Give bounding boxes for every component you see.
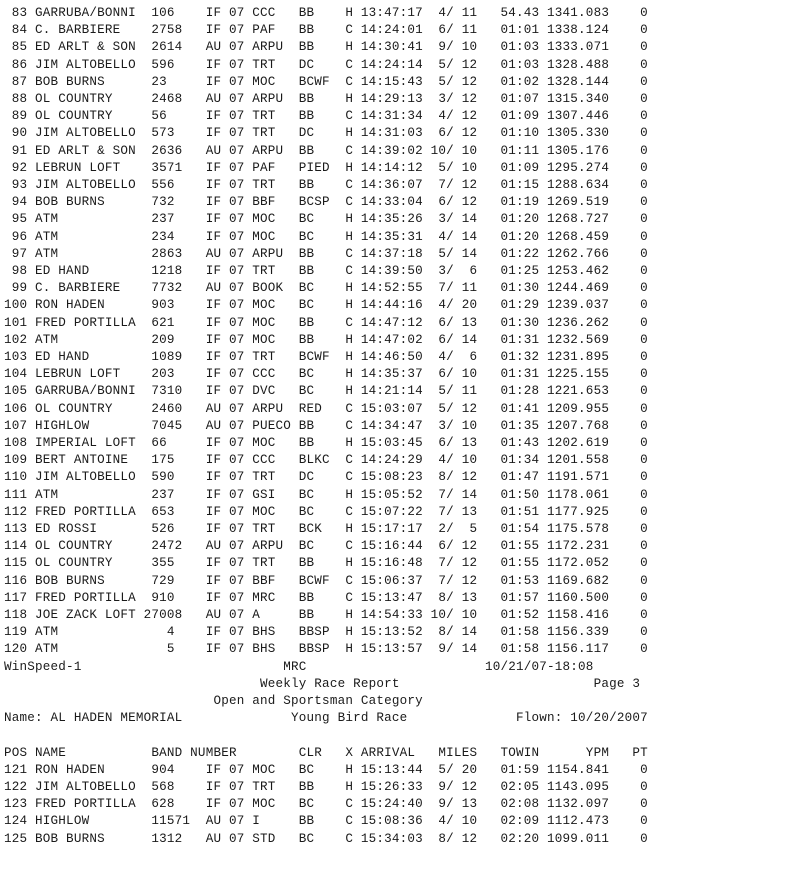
report-row: 121 RON HADEN 904 IF 07 MOC BC H 15:13:44 5/ 20 01:59 1154.841 0 <box>4 762 648 777</box>
report-row: 86 JIM ALTOBELLO 596 IF 07 TRT DC C 14:24:14 5/ 12 01:03 1328.488 0 <box>4 57 648 72</box>
column-headers: POS NAME BAND NUMBER CLR X ARRIVAL MILES TOWIN YPM PT <box>4 745 648 760</box>
report-footer-line: WinSpeed-1 MRC 10/21/07-18:08 <box>4 659 594 674</box>
report-row: 110 JIM ALTOBELLO 590 IF 07 TRT DC C 15:08:23 8/ 12 01:47 1191.571 0 <box>4 470 648 485</box>
report-row: 88 OL COUNTRY 2468 AU 07 ARPU BB H 14:29:13 3/ 12 01:07 1315.340 0 <box>4 92 648 106</box>
report-row: 114 OL COUNTRY 2472 AU 07 ARPU BC C 15:16:44 6/ 12 01:55 1172.231 0 <box>4 539 648 554</box>
report-row: 98 ED HAND 1218 IF 07 TRT BB C 14:39:50 3/ 6 01:25 1253.462 0 <box>4 264 648 278</box>
report-row: 115 OL COUNTRY 355 IF 07 TRT BB H 15:16:48 7/ 12 01:55 1172.052 0 <box>4 556 648 571</box>
report-row: 101 FRED PORTILLA 621 IF 07 MOC BB C 14:47:12 6/ 13 01:30 1236.262 0 <box>4 315 648 330</box>
report-row: 92 LEBRUN LOFT 3571 IF 07 PAF PIED H 14:14:12 5/ 10 01:09 1295.274 0 <box>4 160 648 175</box>
report-name-line: Name: AL HADEN MEMORIAL Young Bird Race Flown: 10/20/2007 <box>4 711 648 726</box>
report-row: 94 BOB BURNS 732 IF 07 BBF BCSP C 14:33:04 6/ 12 01:19 1269.519 0 <box>4 195 648 210</box>
report-row: 116 BOB BURNS 729 IF 07 BBF BCWF C 15:06:37 7/ 12 01:53 1169.682 0 <box>4 573 648 588</box>
report-title-line: Weekly Race Report Page 3 <box>4 676 641 691</box>
report-row: 112 FRED PORTILLA 653 IF 07 MOC BC C 15:07:22 7/ 13 01:51 1177.925 0 <box>4 504 648 519</box>
report-row: 89 OL COUNTRY 56 IF 07 TRT BB C 14:31:34 4/ 12 01:09 1307.446 0 <box>4 109 648 124</box>
report-row: 90 JIM ALTOBELLO 573 IF 07 TRT DC H 14:31:03 6/ 12 01:10 1305.330 0 <box>4 126 648 141</box>
report-row: 84 C. BARBIERE 2758 IF 07 PAF BB C 14:24:01 6/ 11 01:01 1338.124 0 <box>4 23 648 38</box>
report-row: 113 ED ROSSI 526 IF 07 TRT BCK H 15:17:17 2/ 5 01:54 1175.578 0 <box>4 522 648 536</box>
report-row: 85 ED ARLT & SON 2614 AU 07 ARPU BB H 14:30:41 9/ 10 01:03 1333.071 0 <box>4 40 648 55</box>
report-row: 109 BERT ANTOINE 175 IF 07 CCC BLKC C 14:24:29 4/ 10 01:34 1201.558 0 <box>4 453 648 468</box>
report-row: 117 FRED PORTILLA 910 IF 07 MRC BB C 15:13:47 8/ 13 01:57 1160.500 0 <box>4 590 648 605</box>
report-row: 124 HIGHLOW 11571 AU 07 I BB C 15:08:36 4/ 10 02:09 1112.473 0 <box>4 814 648 829</box>
report-row: 97 ATM 2863 AU 07 ARPU BB C 14:37:18 5/ 14 01:22 1262.766 0 <box>4 246 648 261</box>
report-row: 120 ATM 5 IF 07 BHS BBSP H 15:13:57 9/ 14 01:58 1156.117 0 <box>4 642 648 657</box>
report-row: 108 IMPERIAL LOFT 66 IF 07 MOC BB H 15:03:45 6/ 13 01:43 1202.619 0 <box>4 436 648 450</box>
report-row: 99 C. BARBIERE 7732 AU 07 BOOK BC H 14:52:55 7/ 11 01:30 1244.469 0 <box>4 281 648 296</box>
report-row: 105 GARRUBA/BONNI 7310 IF 07 DVC BC H 14:21:14 5/ 11 01:28 1221.653 0 <box>4 384 648 399</box>
report-row: 104 LEBRUN LOFT 203 IF 07 CCC BC H 14:35:37 6/ 10 01:31 1225.155 0 <box>4 367 648 382</box>
report-row: 93 JIM ALTOBELLO 556 IF 07 TRT BB C 14:36:07 7/ 12 01:15 1288.634 0 <box>4 178 648 192</box>
report-row: 122 JIM ALTOBELLO 568 IF 07 TRT BB H 15:26:33 9/ 12 02:05 1143.095 0 <box>4 780 648 794</box>
report-row: 95 ATM 237 IF 07 MOC BC H 14:35:26 3/ 14 01:20 1268.727 0 <box>4 212 648 227</box>
report-row: 106 OL COUNTRY 2460 AU 07 ARPU RED C 15:03:07 5/ 12 01:41 1209.955 0 <box>4 401 648 416</box>
report-row: 125 BOB BURNS 1312 AU 07 STD BC C 15:34:03 8/ 12 02:20 1099.011 0 <box>4 831 648 846</box>
report-row: 118 JOE ZACK LOFT 27008 AU 07 A BB H 14:54:33 10/ 10 01:52 1158.416 0 <box>4 608 648 622</box>
report-row: 107 HIGHLOW 7045 AU 07 PUECO BB C 14:34:47 3/ 10 01:35 1207.768 0 <box>4 418 648 433</box>
report-row: 103 ED HAND 1089 IF 07 TRT BCWF H 14:46:50 4/ 6 01:32 1231.895 0 <box>4 350 648 364</box>
report-row: 83 GARRUBA/BONNI 106 IF 07 CCC BB H 13:47:17 4/ 11 54.43 1341.083 0 <box>4 6 648 20</box>
report-row: 119 ATM 4 IF 07 BHS BBSP H 15:13:52 8/ 14 01:58 1156.339 0 <box>4 625 648 640</box>
report-row: 100 RON HADEN 903 IF 07 MOC BC H 14:44:16 4/ 20 01:29 1239.037 0 <box>4 298 648 313</box>
report-row: 96 ATM 234 IF 07 MOC BC H 14:35:31 4/ 14 01:20 1268.459 0 <box>4 229 648 244</box>
report-row: 87 BOB BURNS 23 IF 07 MOC BCWF C 14:15:43 5/ 12 01:02 1328.144 0 <box>4 74 648 89</box>
report-row: 123 FRED PORTILLA 628 IF 07 MOC BC C 15:24:40 9/ 13 02:08 1132.097 0 <box>4 797 648 812</box>
report-row: 91 ED ARLT & SON 2636 AU 07 ARPU BB C 14:39:02 10/ 10 01:11 1305.176 0 <box>4 143 648 158</box>
report-category-line: Open and Sportsman Category <box>4 694 423 708</box>
report-row: 111 ATM 237 IF 07 GSI BC H 15:05:52 7/ 14 01:50 1178.061 0 <box>4 487 648 502</box>
report-row: 102 ATM 209 IF 07 MOC BB H 14:47:02 6/ 14 01:31 1232.569 0 <box>4 332 648 347</box>
